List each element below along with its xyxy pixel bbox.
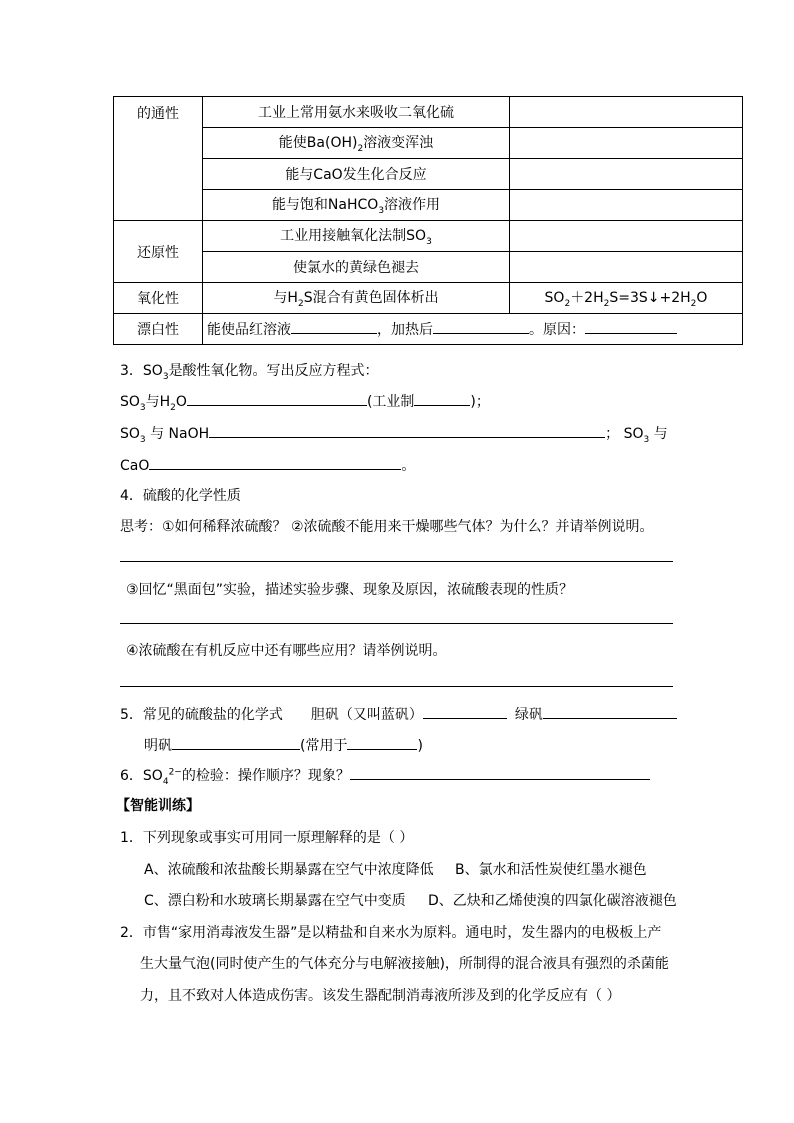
blank-field[interactable] <box>209 423 605 438</box>
answer-cell[interactable] <box>510 252 743 283</box>
option-b[interactable]: B、氯水和活性炭使红墨水褪色 <box>455 862 647 878</box>
properties-table <box>113 96 743 345</box>
question-4-title: 4．硫酸的化学性质 <box>120 488 241 504</box>
answer-cell[interactable] <box>510 221 743 252</box>
table-row <box>114 221 743 252</box>
answer-cell[interactable] <box>510 190 743 221</box>
question-3-title: 3．$SO_3$是酸性氧化物。写出反应方程式： <box>120 363 379 382</box>
blank-field[interactable] <box>291 319 377 334</box>
table-row <box>114 190 743 221</box>
option-a[interactable]: A、浓硫酸和浓盐酸长期暴露在空气中浓度降低 <box>144 862 434 878</box>
blank-field[interactable] <box>149 455 401 470</box>
blank-field[interactable] <box>543 704 677 719</box>
property-description: 工业用接触氧化法制$SO_3$ <box>203 221 510 252</box>
property-description: 工业上常用氨水来吸收二氧化硫 <box>203 97 510 128</box>
blank-field[interactable] <box>172 735 300 750</box>
blank-field[interactable] <box>350 765 650 780</box>
blank-field[interactable] <box>347 735 417 750</box>
property-description: 使氯水的黄绿色褪去 <box>203 252 510 283</box>
question-3-line-2: $SO_3$ 与 NaOH ； $SO_3$ 与 <box>120 423 668 445</box>
blank-field[interactable] <box>585 319 677 334</box>
answer-cell[interactable] <box>510 128 743 159</box>
blank-field[interactable] <box>433 319 529 334</box>
table-row <box>114 128 743 159</box>
blank-field[interactable] <box>423 704 507 719</box>
question-6: 6．$SO_4^{2-}$的检验：操作顺序？现象？ <box>120 765 650 787</box>
answer-line[interactable] <box>120 623 673 624</box>
answer-cell[interactable] <box>510 159 743 190</box>
blank-field[interactable] <box>187 391 367 406</box>
category-bleaching: 漂白性 <box>114 314 203 345</box>
question-5-line-1: 5．常见的硫酸盐的化学式 胆矾（又叫蓝矾） 绿矾 <box>120 704 677 724</box>
question-3-line-1: $SO_3$与$H_2O$ (工业制 )； <box>120 391 490 413</box>
property-description: 能与饱和NaHCO$_3$溶液作用 <box>203 190 510 221</box>
table-row <box>114 283 743 314</box>
question-4-sub-3: ③回忆“黑面包”实验，描述实验步骤、现象及原因，浓硫酸表现的性质？ <box>126 582 574 598</box>
answer-line[interactable] <box>120 686 673 687</box>
property-description: 与$H_2S$混合有黄色固体析出 <box>203 283 510 314</box>
table-row <box>114 97 743 128</box>
category-acidic: 的通性 <box>114 97 203 221</box>
answer-line[interactable] <box>120 561 673 562</box>
category-oxidizing: 氧化性 <box>114 283 203 314</box>
option-c[interactable]: C、漂白粉和水玻璃长期暴露在空气中变质 <box>144 893 406 909</box>
answer-cell[interactable] <box>510 97 743 128</box>
exercise-2-line-1: 2．市售“家用消毒液发生器”是以精盐和自来水为原料。通电时，发生器内的电极板上产 <box>120 925 662 941</box>
table-row <box>114 252 743 283</box>
category-reducing: 还原性 <box>114 221 203 283</box>
question-5-line-2: 明矾 (常用于 ) <box>144 735 423 755</box>
question-4-sub-4: ④浓硫酸在有机反应中还有哪些应用？请举例说明。 <box>126 643 447 659</box>
exercise-2-line-2: 生大量气泡(同时使产生的气体充分与电解液接触)，所制得的混合液具有强烈的杀菌能 <box>140 956 669 972</box>
table-row <box>114 159 743 190</box>
property-description: 能与CaO发生化合反应 <box>203 159 510 190</box>
bleaching-row: 能使品红溶液 ，加热后 。原因： <box>203 314 743 345</box>
section-title: 【智能训练】 <box>116 798 200 814</box>
blank-field[interactable] <box>414 391 470 406</box>
exercise-1-stem: 1．下列现象或事实可用同一原理解释的是（ ） <box>120 830 414 846</box>
property-description: 能使$Ba(OH)_2$溶液变浑浊 <box>203 128 510 159</box>
question-3-line-3: CaO 。 <box>120 455 415 475</box>
exercise-2-line-3: 力，且不致对人体造成伤害。该发生器配制消毒液所涉及到的化学反应有（ ） <box>140 988 621 1004</box>
equation-cell: $SO_2+2H_2S=3S↓+2H_2O$ <box>510 283 743 314</box>
table-row <box>114 314 743 345</box>
question-4-think: 思考：①如何稀释浓硫酸？ ②浓硫酸不能用来干燥哪些气体？为什么？并请举例说明。 <box>120 519 654 535</box>
option-d[interactable]: D、乙炔和乙烯使溴的四氯化碳溶液褪色 <box>428 893 677 909</box>
